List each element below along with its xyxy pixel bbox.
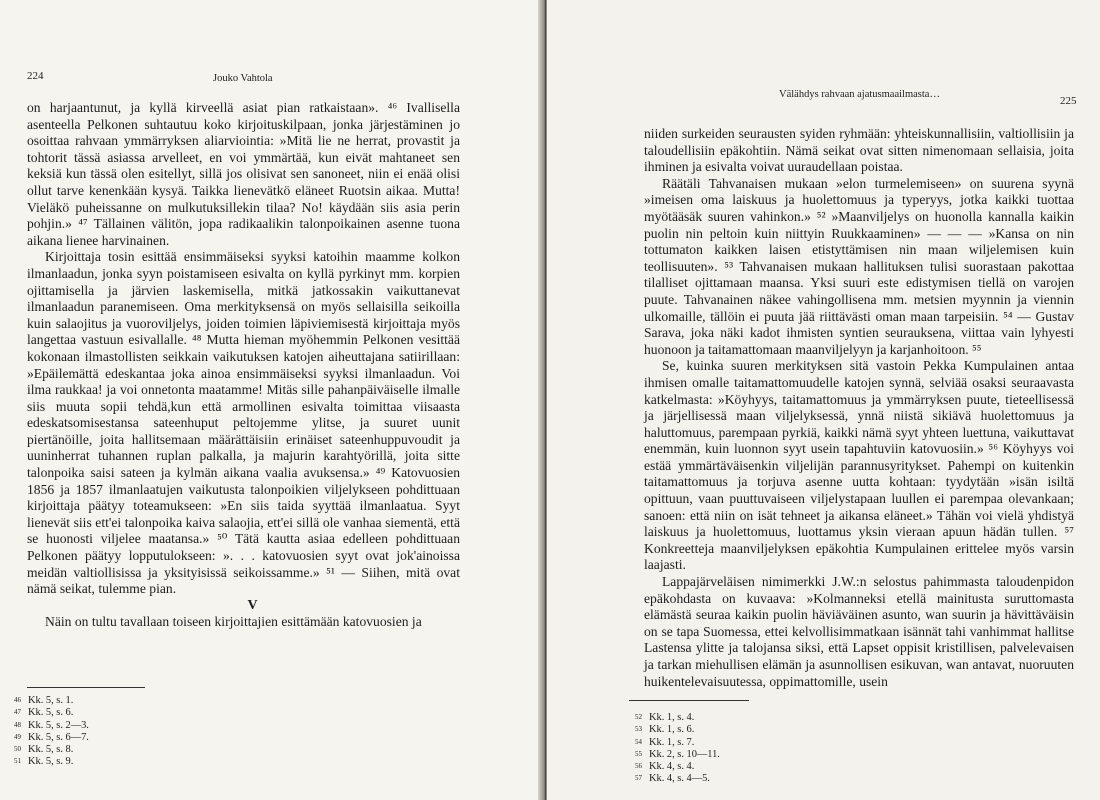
paragraph: niiden surkeiden seurausten syiden ryhmään: yhteiskunnallisiin, valtiollisiin ja taloudellisiin epäkohtiin. Nämä seikat ovat sitten nimenomaan sellaisia, joita ihminen ja esivalta voivat uuraudellaan poistaa. — [644, 126, 1074, 175]
footnote: $^{55}$ Kk. 2, s. 10—11. — [635, 748, 720, 760]
paragraph: Räätäli Tahvanaisen mukaan »elon turmelemiseen» on suurena syynä »imeisen oma laiskuus ja huolettomuus ja typeryys, jotka kaikki tuottaa myötääsäk suuren vahinkon.» ⁵² »Maanviljelys on huonolla kannalla kaikin puolin nin peltoin kuin niittyin Ruukkaaminen» — — — »Kansa on nin tottumaton kaikken laisen etistyttämisen nin maan wiljelemisen kuin teollisuuten». ⁵³ Tahvanaisen mukaan hallituksen tulisi suorastaan pakottaa tilalliset ojittamaan maansa. Yksi suuri este edistymisen tiellä on varojen puute. Tahvanainen näkee vahingollisena mm. metsien myynnin ja viennin ulkomaille, tällöin ei puuta jää riittävästi oman maan tarpeisiin. ⁵⁴ — Gustav Sarava, joka näki kadot ihmisten syntien seurauksena, viittaa vain lyhyesti huonoon ja taitamattomaan maanviljelyyn ja karjanhoitoon. ⁵⁵ — [644, 175, 1074, 357]
running-head-right: Välähdys rahvaan ajatusmaailmasta… — [779, 89, 940, 100]
footnotes-left — [14, 695, 89, 769]
paragraph: Lappajärveläisen nimimerkki J.W.:n selostus pahimmasta taloudenpidon epäkohdasta on kuvaava: »Kolmanneksi etellä mainitusta suruttomasta elämästä seuraa kaikin puolin häviäväinen asunto, wan suurin ja hävittäväisin on se tapa Suomessa, ettei kelvollisimmatkaan isännät tahi vanhimmat hallitse Lastensa ylitte ja talojansa siksi, että Lapset oppisit kristillisen, palvelevaisen ja tarkan miehullisen elämän ja asunnollisen esikuvan, wan antavat, nuoruuten huikentelevaisuutessa, oppimattomille, usein — [644, 574, 1074, 689]
footnote: $^{52}$ Kk. 1, s. 4. — [635, 712, 695, 723]
footnote: $^{53}$ Kk. 1, s. 6. — [635, 724, 695, 736]
left-page — [0, 0, 544, 800]
footnote: $^{57}$ Kk. 4, s. 4—5. — [635, 773, 710, 785]
footnote: $^{54}$ Kk. 1, s. 7. — [635, 736, 695, 748]
paragraph: Se, kuinka suuren merkityksen sitä vastoin Pekka Kumpulainen antaa ihmisen omalle taitamattomuudelle katojen synnä, selviää osaksi seuraavasta katkelmasta: »Köyhyys, taitamattomuus ja ymmärryksen puute, tieteellisessä ja järjellisessä maan viljelyksessä, ynnä niistä sikiävä huolettomuus ja haluttomuus, parempaan pyrkiä, kaikki nämä syyt yhteen luettuna, vaikuttavat enemmän, kuin luonnon syyt usein tapahtuviin katovuosiin.» ⁵⁶ Köyhyys voi estää ymmärtäväisenkin viljelijän parannusyritykset. Pahempi on kuitenkin taitamattomuus ja torjuva asenne uutta kohtaan: tyydytään »isän isiltä opittuun, vaan puuttuvaiseen viljelystapaan luullen ei parempaa olevankaan; sanoen: että niin on isät tehneet ja aikansa eläneet.» Tähän voi vielä yhdistyä laiskuus ja huolettomuus, luottamus yksin vieraan apuun hädän tullen. ⁵⁷ Konkreetteja maanviljelyksen epäkohtia Kumpulainen erittelee myös varsin laajasti. — [644, 358, 1074, 573]
running-head-left: Jouko Vahtola — [213, 73, 273, 84]
paragraph: Kirjoittaja tosin esittää ensimmäiseksi syyksi katoihin maamme kolkon ilmanlaadun, jonka syyn poistamiseen esivalta on kyllä pyrkinyt mm. korpien ojittamisella ja järvien laskemisella, mitkä jatkossakin vaikuttanevat ilmanlaadun paranemiseen. Oma merkityksensä on myös sellaisilla seikoilla kuin salaojitus ja vuoroviljelys, joiden toimien läpiviemisestä kirjoittaja myös langettaa vastuun esivallalle. ⁴⁸ Mutta hieman myöhemmin Pelkonen vesittää kokonaan ilmastollisten seikkain vaikutuksen katojen aiheuttajana satiirillaan: »Epäilemättä edeskantaa joka ainoa ensimmäiseksi syyksi ilmanlaadun. Voi ilma raukkaa! ja voi onnetonta maatamme! Mitäs sille pahanpäiväiselle ilmalle siis muuta sopii tehdä,kun että armollinen esivalta toimittaa viisaasta edeskatsomisestansa sateenhuput peltojemme ylitse, ja suuret uunit piertänöille, joita hallitsemaan määrättäisiin erinäiset sateenhuppuvoudit ja uuninherrat tuhannen ruplan palkalla, ja majurin karahtyörillä, joita sitte talonpoika saisi sateen ja kylmän aikana vaalia avuksensa.» ⁴⁹ Katovuosien 1856 ja 1857 ilmanlaatujen vaikutusta talonpoikien viljelykseen pohdittuaan kirjoittaja päätyy toteamukseen: »En siis taida syyttää ilmanlaatua. Syyt lienevät siis ett'ei talonpoika kaiva salaojia, ett'ei sillä ole vanhaa siementä, että se huonosti viljelee maatansa.» ⁵⁰ Tätä kautta asiaa edelleen pohdittuaan Pelkonen päätyy lopputulokseen: ». . . katovuosien syyt ovat jok'ainoissa meidän valtiollisissa ja yksityisissä seikoissamme.» ⁵¹ — Siihen, mitä ovat nämä seikat, tulemme pian. — [27, 249, 460, 597]
footnote-rule — [27, 687, 145, 688]
right-text-column — [644, 126, 1074, 690]
footnote: $^{49}$ Kk. 5, s. 6—7. — [14, 731, 89, 743]
page-number-left: 224 — [27, 70, 44, 82]
page-number-right: 225 — [1060, 95, 1077, 107]
paragraph: Näin on tultu tavallaan toiseen kirjoittajien esittämään katovuosien ja — [45, 614, 422, 630]
footnote: $^{46}$ Kk. 5, s. 1. — [14, 695, 74, 706]
footnotes-right — [635, 712, 720, 786]
left-text-column — [27, 100, 460, 631]
footnote: $^{51}$ Kk. 5, s. 9. — [14, 756, 74, 768]
paragraph: on harjaantunut, ja kyllä kirveellä asiat pian ratkaistaan». ⁴⁶ Ivallisella asenteella Pelkonen suhtautuu koko kirjoituskilpaan, jonka järjestäminen jo osoittaa rahvaan ymmärryksen aliarviointia: »Mitä lie ne herrat, provastit ja tohtorit tässä asiassa arvelleet, en voi ymmärtää, kun eivät mahtaneet sen keksiä kun tässä olen esitellyt, sillä jos olisivat sen sanoneet, niin ei enää olisi ollut tarve kenenkään kysyä. Taikka lienevätkö eläneet Ruotsin aikaa. Mutta! Vieläkö puheissanne on mulkutuksillekin tilaa? No! käydään siis asia perin pohjin.» ⁴⁷ Tällainen välitön, jopa radikaalikin talonpoikainen asenne tuona aikana lienee harvinainen. — [27, 100, 460, 248]
footnote-rule — [629, 700, 749, 701]
footnote: $^{50}$ Kk. 5, s. 8. — [14, 744, 74, 756]
right-page — [547, 0, 1100, 800]
footnote: $^{56}$ Kk. 4, s. 4. — [635, 761, 695, 773]
footnote: $^{48}$ Kk. 5, s. 2—3. — [14, 719, 89, 731]
footnote: $^{47}$ Kk. 5, s. 6. — [14, 707, 74, 719]
section-heading: V — [247, 597, 258, 613]
